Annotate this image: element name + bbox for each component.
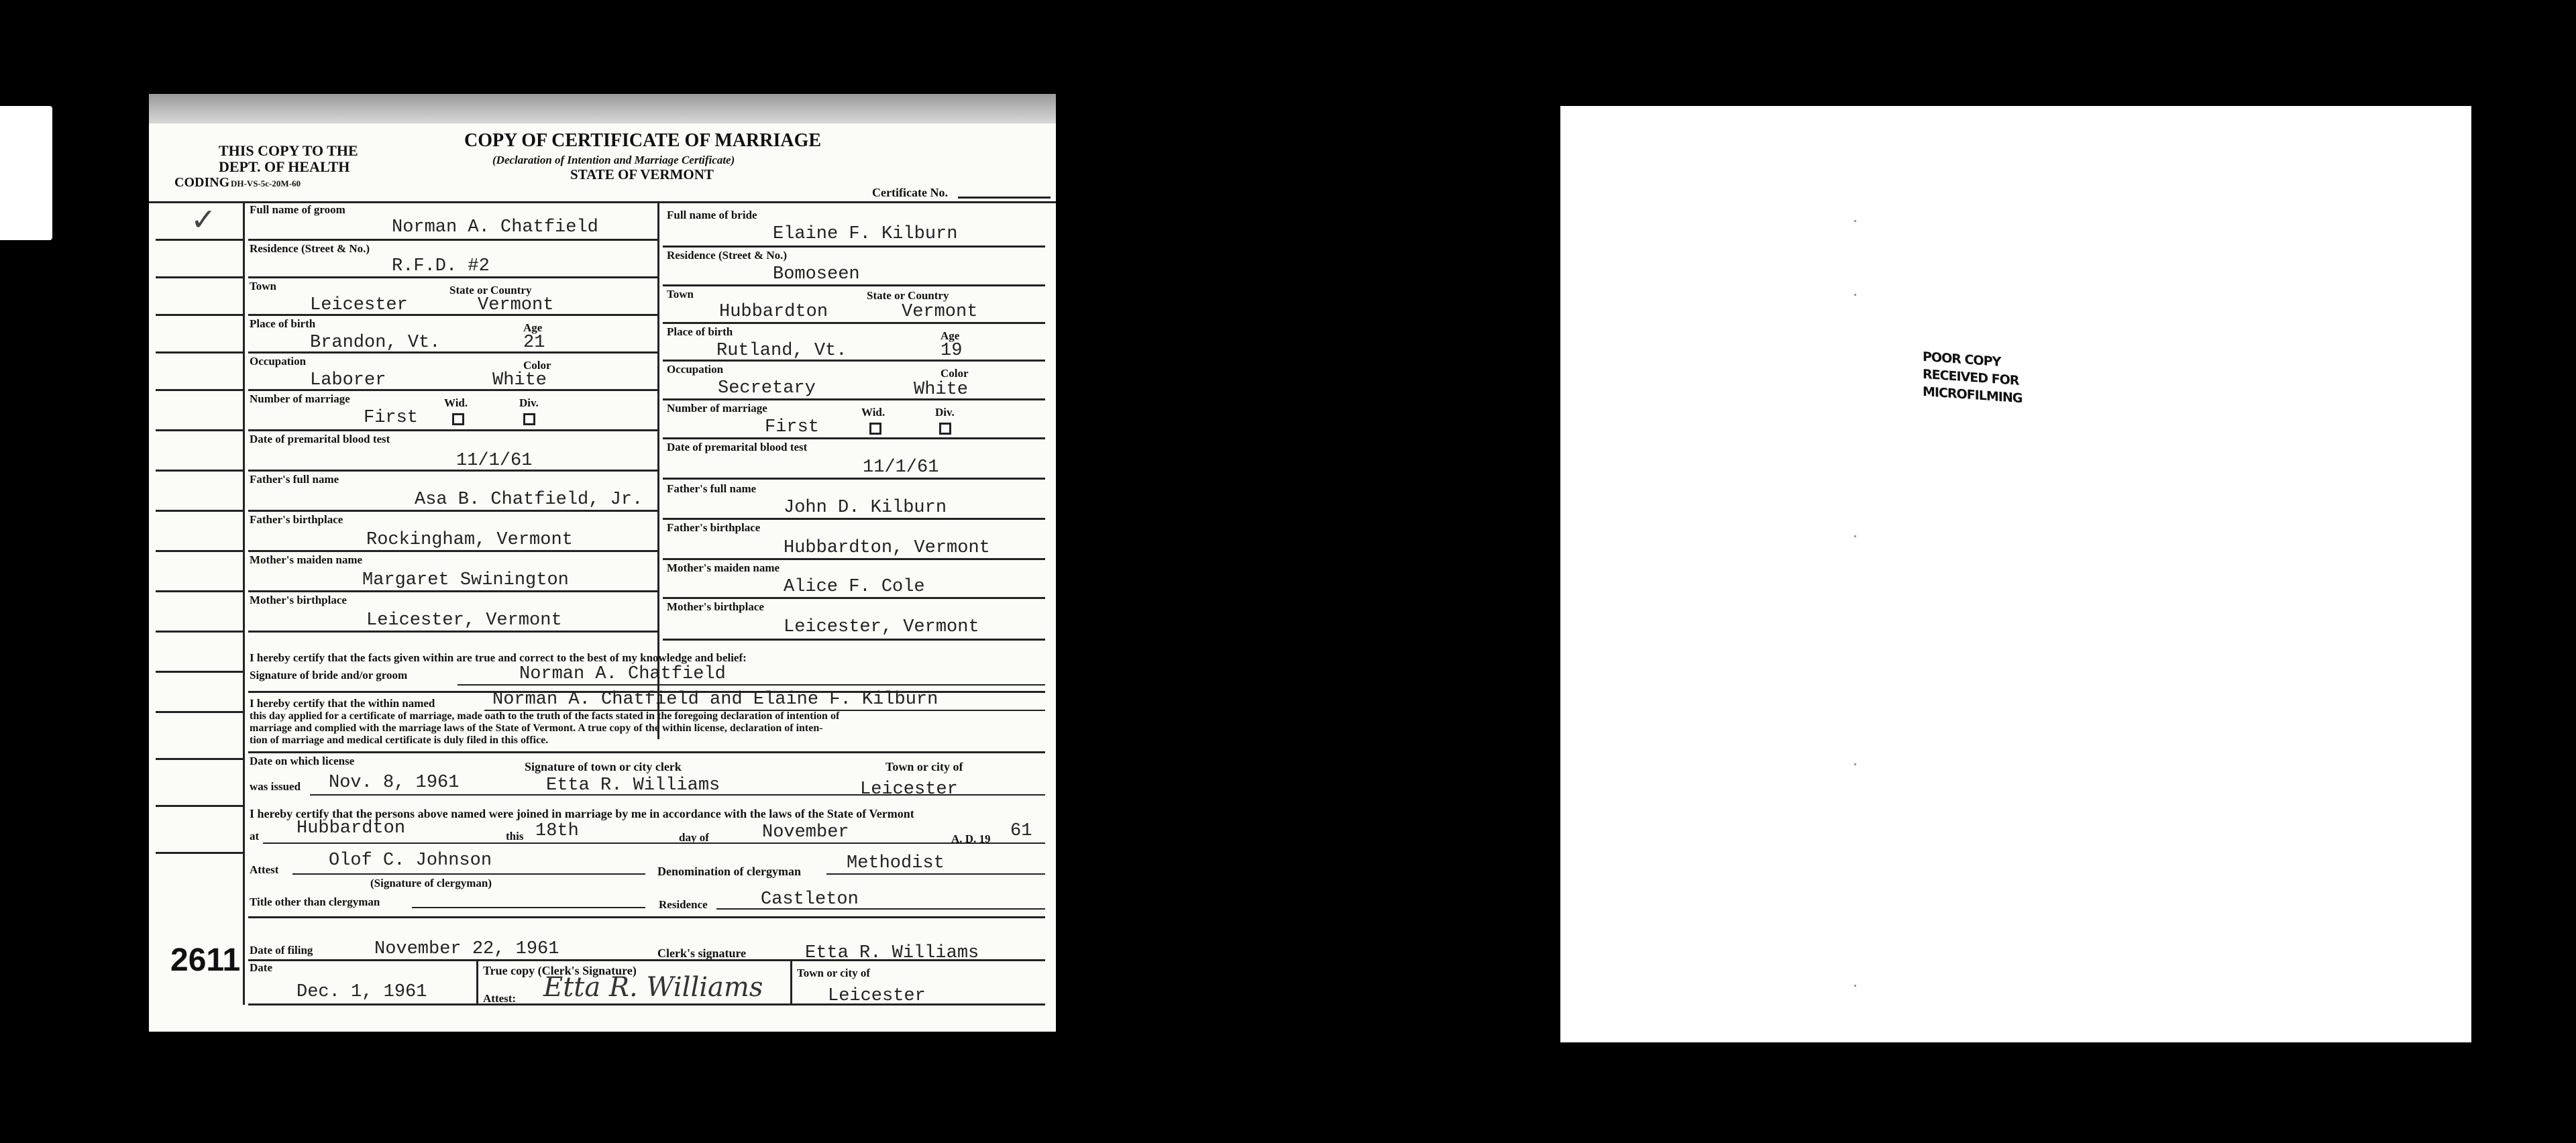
row-rule [248,751,1045,753]
groom-blood-test-label: Date of premarital blood test [250,433,390,445]
date-label: Date [250,961,272,974]
row-rule [248,916,1045,918]
bride-state-label: State or Country [867,289,949,302]
certificate-title: COPY OF CERTIFICATE OF MARRIAGE [464,130,822,151]
groom-div-checkbox [523,413,535,425]
row-rule [663,284,1045,286]
groom-town: Leicester [310,295,408,315]
bride-wid-label: Wid. [861,406,885,419]
coding-rule [156,276,243,278]
scan-speck [1854,294,1856,296]
groom-div-label: Div. [519,396,539,409]
groom-color: White [492,370,547,390]
row-rule [248,631,659,633]
groom-marriage-no: First [364,408,419,428]
at-label: at [250,830,260,842]
marriage-month: November [762,822,849,842]
bride-occupation: Secretary [718,378,816,398]
state-name: STATE OF VERMONT [570,166,714,182]
groom-state-label: State or Country [449,284,532,296]
certify-facts-text: I hereby certify that the facts given within are true and correct to the best of my knowledge and belief: [250,651,747,664]
clerk-handwritten-signature: Etta R. Williams [543,972,763,1003]
groom-name-label: Full name of groom [250,203,345,216]
coding-rule [156,510,243,512]
row-rule [663,518,1045,520]
license-line [310,794,1045,796]
check-mark-icon: ✓ [191,201,217,237]
bride-occupation-label: Occupation [667,363,724,376]
bride-color-label: Color [941,367,969,380]
coding-rule [156,671,243,673]
coding-rule [156,631,243,633]
groom-blood-test: 11/1/61 [456,451,533,471]
license-date-label: Date on which license [250,755,355,767]
row-rule [248,276,659,278]
certify-paragraph-3: marriage and complied with the marriage laws of the State of Vermont. A true copy of the within license, declaration of inten- [250,722,823,734]
marriage-certificate [149,94,1056,1032]
groom-state: Vermont [478,295,554,315]
coding-rule [156,389,243,391]
groom-birthplace-label: Place of birth [250,317,316,330]
bride-div-label: Div. [935,406,955,419]
groom-residence-label: Residence (Street & No.) [250,242,370,255]
bride-mother-label: Mother's maiden name [667,561,780,574]
bride-town: Hubbardton [719,302,828,322]
coding-rule [156,805,243,807]
bride-color: White [914,380,969,400]
groom-town-label: Town [250,280,277,292]
bride-marriage-no-label: Number of marriage [667,402,767,415]
row-rule [248,239,659,241]
date-of-filing-label: Date of filing [250,944,313,957]
attest-colon-label: Attest: [483,992,517,1005]
copy-to-line-2: DEPT. OF HEALTH [219,158,350,175]
within-named-value: Norman A. Chatfield and Elaine F. Kilburn [492,690,938,710]
license-town: Leicester [860,779,958,800]
denomination: Methodist [847,853,945,873]
groom-wid-checkbox [452,413,464,425]
bride-name-label: Full name of bride [667,209,757,221]
row-rule [248,470,659,472]
clerk-signature: Etta R. Williams [546,775,720,796]
row-rule [663,597,1045,599]
clergyman-signature-label: (Signature of clergyman) [370,877,492,889]
coding-rule [156,758,243,760]
groom-mother-birthplace: Leicester, Vermont [366,610,562,631]
bride-state: Vermont [902,302,978,322]
bride-name: Elaine F. Kilburn [773,224,958,244]
clerk-signature-label: Signature of town or city clerk [525,760,682,773]
groom-birthplace: Brandon, Vt. [310,333,441,353]
bride-residence-label: Residence (Street & No.) [667,249,788,262]
filing-town: Leicester [828,986,926,1006]
scan-speck [1854,985,1856,987]
bride-blood-test: 11/1/61 [863,457,939,478]
filing-divider [790,961,792,1005]
groom-mother-birthplace-label: Mother's birthplace [250,594,347,606]
coding-label: CODING [174,175,230,190]
stamp-line-3: MICROFILMING [1923,384,2023,406]
row-rule [663,322,1045,324]
bride-father-label: Father's full name [667,482,757,495]
bride-mother: Alice F. Cole [784,577,925,597]
row-rule [248,351,659,353]
clergyman-name: Olof C. Johnson [329,851,492,871]
bride-marriage-no: First [765,417,820,437]
coding-rule [156,550,243,552]
bride-age-label: Age [941,329,960,342]
bride-residence: Bomoseen [773,264,860,284]
bride-blood-test-label: Date of premarital blood test [667,441,808,453]
form-number: DH-VS-5c-20M-60 [231,178,301,188]
coding-rule [156,429,243,431]
copy-date: Dec. 1, 1961 [297,982,427,1002]
bride-father: John D. Kilburn [784,498,947,518]
row-rule [663,246,1045,248]
coding-rule [156,590,243,592]
groom-father: Asa B. Chatfield, Jr. [415,490,643,510]
license-date: Nov. 8, 1961 [329,773,460,793]
scan-speck [1854,220,1856,222]
bride-mother-birthplace: Leicester, Vermont [784,617,979,637]
groom-residence: R.F.D. #2 [392,256,490,276]
copy-to-line-1: THIS COPY TO THE [219,142,358,159]
groom-occupation-label: Occupation [250,355,307,368]
joined-certify-text: I hereby certify that the persons above named were joined in marriage by me in accordance with the laws of the State of Vermont [250,807,914,820]
bride-father-birthplace: Hubbardton, Vermont [784,538,990,558]
bride-mother-birthplace-label: Mother's birthplace [667,600,764,613]
scan-speck [1854,535,1856,537]
groom-father-birthplace-label: Father's birthplace [250,513,343,526]
groom-age-label: Age [523,321,543,334]
stamp-line-1: POOR COPY [1923,349,2001,370]
true-copy-label: True copy (Clerk's Signature) [483,964,637,977]
row-rule [663,360,1045,362]
coding-rule [156,314,243,316]
scan-speck [1854,763,1856,765]
scan-top-edge [149,94,1056,123]
groom-wid-label: Wid. [444,396,468,409]
town-of-label: Town or city of [885,760,963,773]
row-rule [663,478,1045,480]
row-rule [248,389,659,391]
date-of-filing: November 22, 1961 [374,939,559,959]
coding-rule [156,239,243,241]
filing-rule [248,959,1045,961]
left-edge-tab [0,106,52,240]
title-line [412,907,645,908]
row-rule [663,398,1045,400]
coding-rule [156,852,243,854]
poor-copy-stamp [1923,348,2022,407]
filing-bottom-rule [248,1003,1045,1005]
denomination-label: Denomination of clergyman [657,865,801,878]
marriage-line [263,842,1045,844]
signature-value: Norman A. Chatfield [519,664,726,684]
groom-age: 21 [523,333,545,353]
certificate-subtitle: (Declaration of Intention and Marriage Certificate) [492,154,735,166]
filing-clerk-label: Clerk's signature [657,946,747,960]
attest-label: Attest [250,863,279,876]
clergyman-residence: Castleton [761,889,859,910]
this-label: this [506,830,524,842]
signature-line [458,684,1045,686]
groom-marriage-no-label: Number of marriage [250,392,350,405]
filing-divider [476,961,478,1005]
bride-town-label: Town [667,288,694,301]
row-rule [663,639,1045,641]
row-rule [248,590,659,592]
row-rule [248,510,659,512]
certificate-no-line [958,197,1051,199]
blank-reverse-page [1560,106,2471,1042]
attest-line [292,873,645,875]
marriage-year: 61 [1010,821,1032,841]
residence-label: Residence [659,898,708,911]
groom-father-birthplace: Rockingham, Vermont [366,530,573,550]
bride-father-birthplace-label: Father's birthplace [667,521,761,534]
row-rule [663,558,1045,560]
certify-paragraph-4: tion of marriage and medical certificate is duly filed in this office. [250,734,549,746]
day-of-label: day of [679,831,709,844]
ad-label: A. D. 19 [951,832,991,845]
bride-birthplace: Rutland, Vt. [716,341,847,361]
bride-age: 19 [941,341,963,361]
filing-clerk-signature: Etta R. Williams [805,943,979,963]
groom-mother-label: Mother's maiden name [250,553,363,566]
groom-name: Norman A. Chatfield [392,217,598,237]
groom-father-label: Father's full name [250,473,339,486]
bride-birthplace-label: Place of birth [667,325,733,338]
groom-occupation: Laborer [310,370,386,390]
record-number: 2611 [170,942,241,978]
denomination-line [826,873,1045,875]
signature-label: Signature of bride and/or groom [250,669,408,682]
certificate-no-label: Certificate No. [872,186,948,199]
bride-div-checkbox [939,423,951,435]
coding-rule [156,711,243,713]
row-rule [248,314,659,316]
residence-line [716,908,1045,910]
license-issued-label: was issued [250,780,301,793]
groom-mother: Margaret Swinington [362,570,569,590]
certify-paragraph-2: this day applied for a certificate of marriage, made oath to the truth of the facts stated in the foregoing declaration of intention of [250,710,840,722]
within-named-label: I hereby certify that the within named [250,697,435,710]
groom-color-label: Color [523,359,551,372]
bride-wid-checkbox [869,423,881,435]
coding-column-rule [243,201,245,1005]
marriage-day: 18th [535,821,579,841]
row-rule [663,437,1045,439]
stamp-line-2: RECEIVED FOR [1923,366,2019,388]
coding-rule [156,470,243,472]
row-rule [248,550,659,552]
marriage-place: Hubbardton [297,818,406,838]
row-rule [248,429,659,431]
coding-rule [156,351,243,353]
title-other-label: Title other than clergyman [250,895,380,908]
filing-town-label: Town or city of [797,967,871,979]
